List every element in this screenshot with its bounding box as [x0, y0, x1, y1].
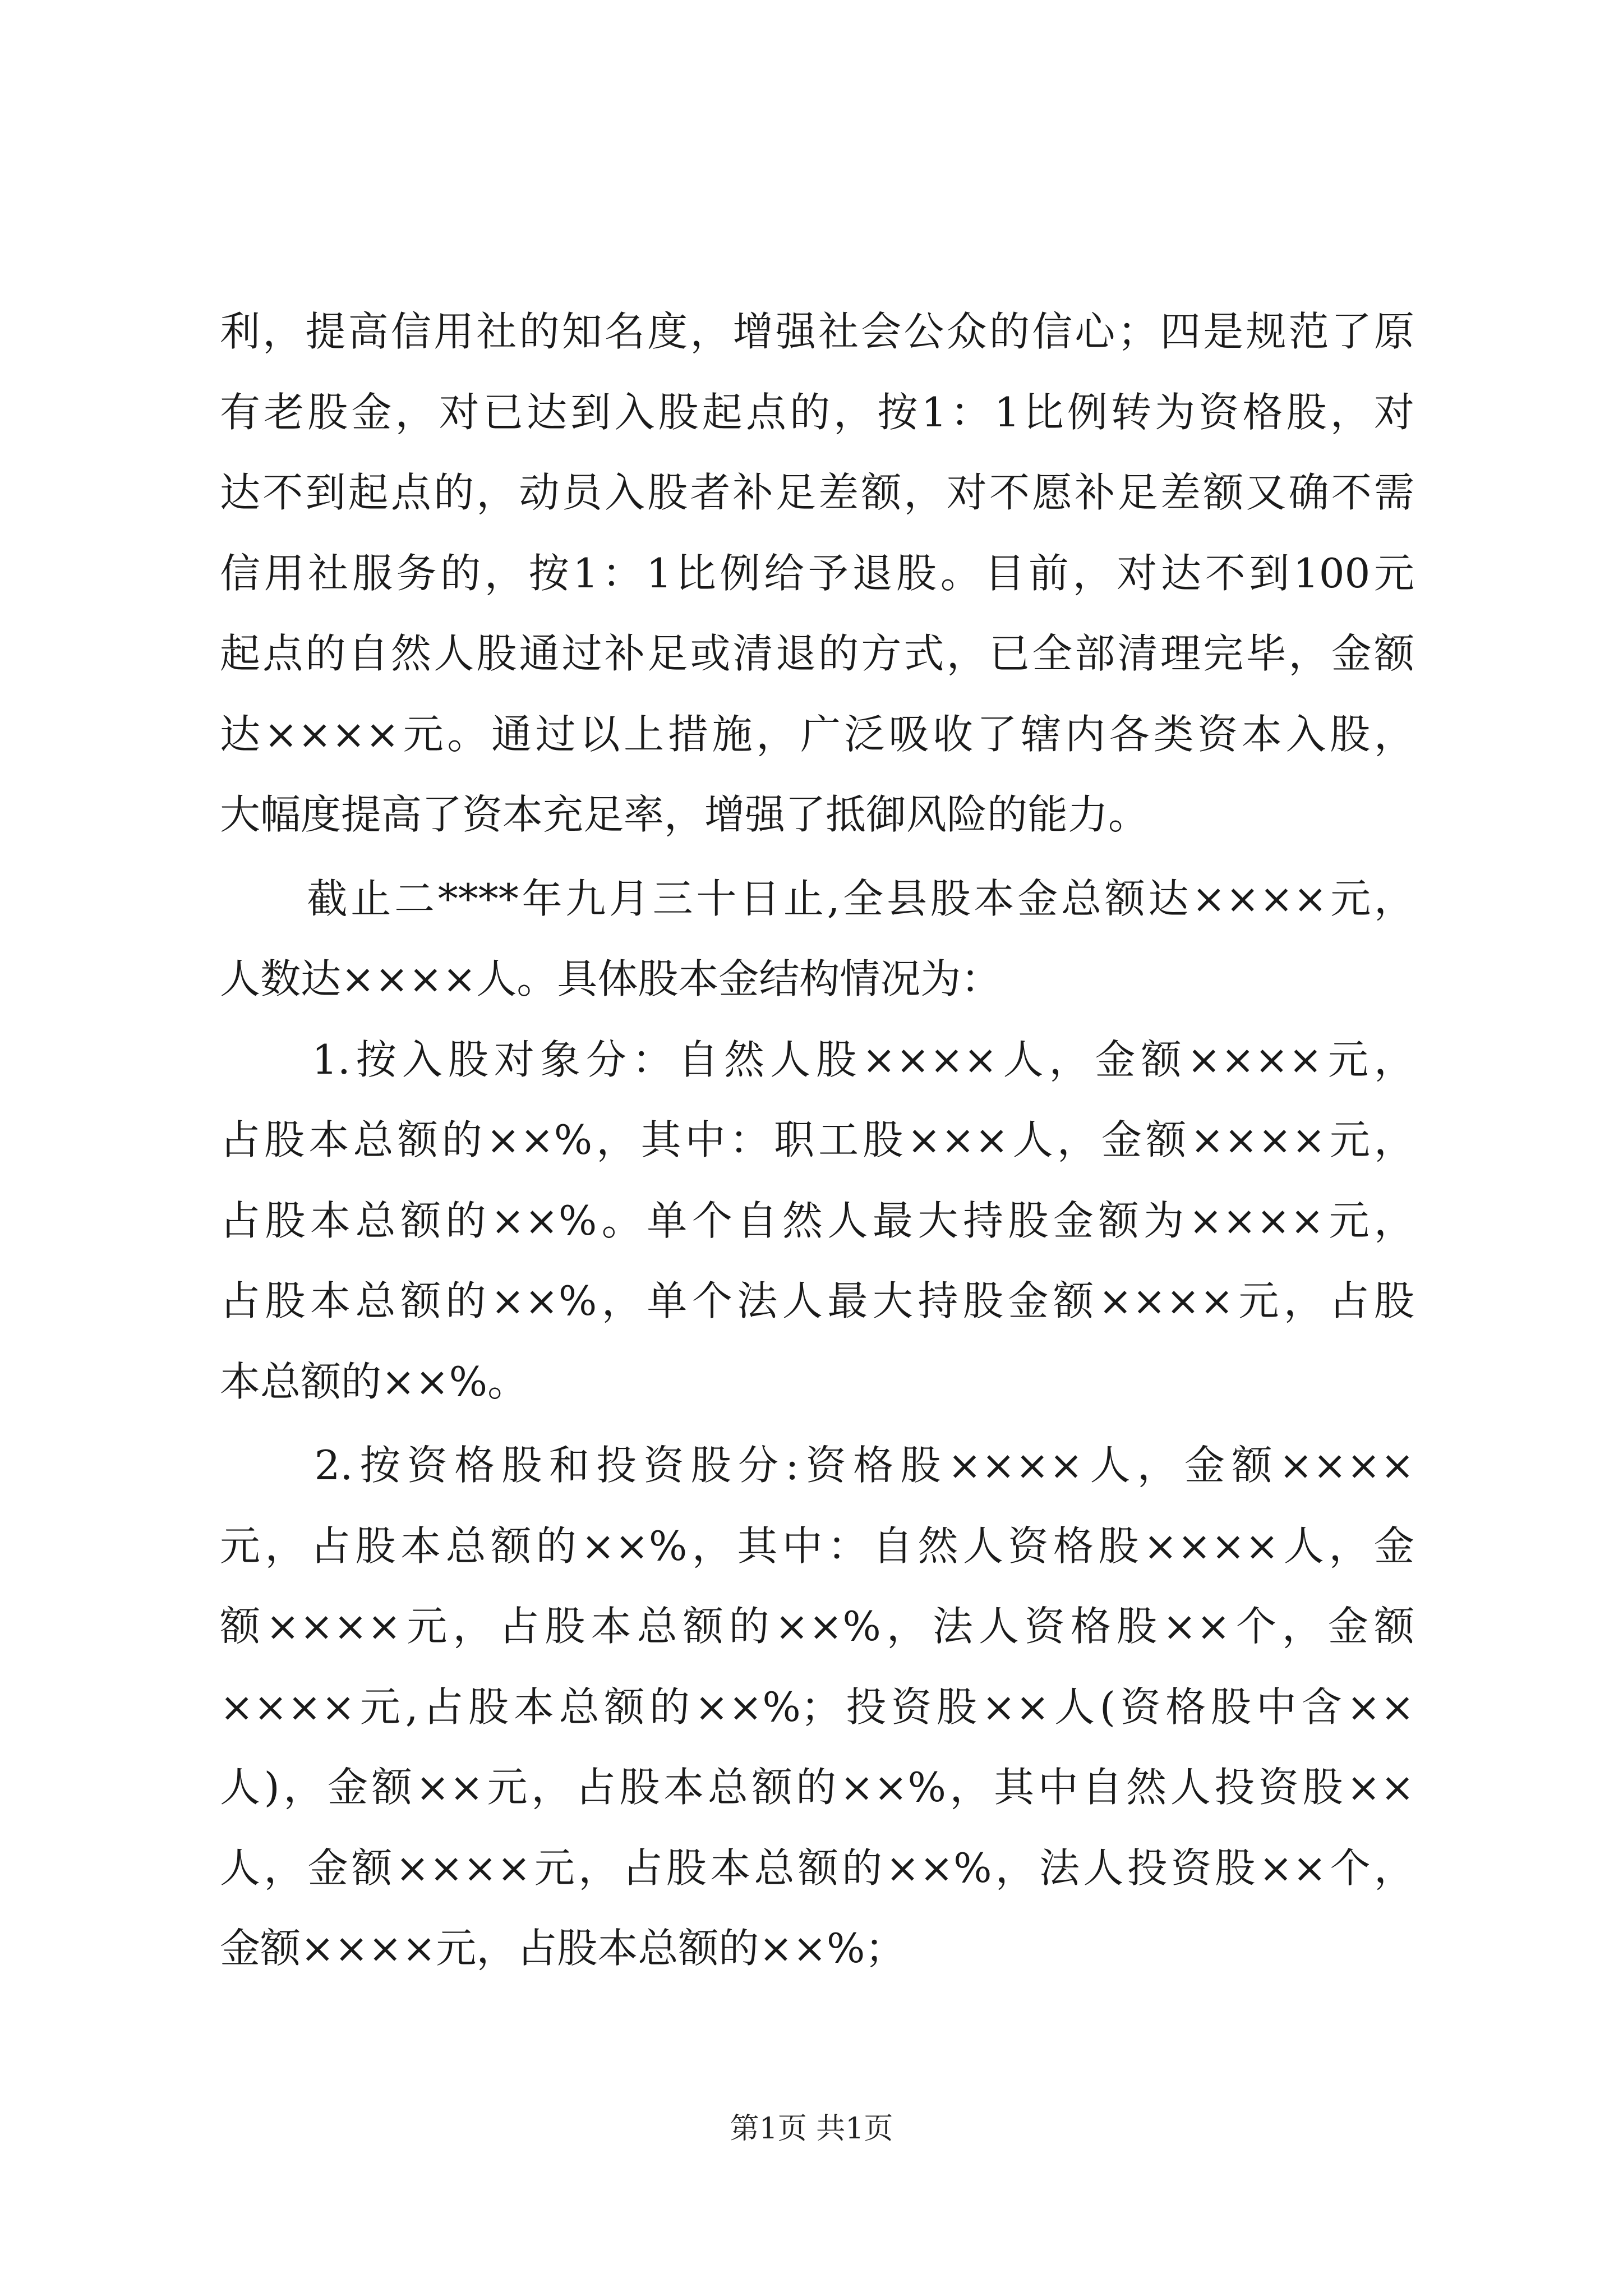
text-line: 信用社服务的，按1：1比例给予退股。目前，对达不到100元	[220, 549, 1414, 597]
text-line: 元，占股本总额的××%，其中：自然人资格股××××人，金	[220, 1522, 1414, 1570]
text-line: 占股本总额的××%。单个自然人最大持股金额为××××元，	[220, 1197, 1414, 1244]
text-line: 人数达××××人。具体股本金结构情况为：	[220, 955, 1002, 1002]
text-line: 占股本总额的××%，单个法人最大持股金额××××元，占股	[220, 1277, 1414, 1324]
text-line: 本总额的××%。	[220, 1358, 528, 1405]
text-line: ××××元,占股本总额的××%；投资股××人(资格股中含××	[220, 1683, 1414, 1731]
body-text	[220, 292, 1414, 1989]
page-footer: 第1页 共1页	[730, 2112, 893, 2146]
text-line: 利，提高信用社的知名度，增强社会公众的信心；四是规范了原	[220, 308, 1414, 355]
text-line: 占股本总额的××%，其中：职工股×××人，金额××××元，	[220, 1116, 1414, 1163]
text-line: 1.按入股对象分：自然人股××××人，金额××××元，	[220, 1036, 1414, 1083]
text-line: 人，金额××××元，占股本总额的××%，法人投资股××个，	[220, 1844, 1414, 1892]
text-line: 大幅度提高了资本充足率，增强了抵御风险的能力。	[220, 791, 1149, 838]
text-line: 额××××元，占股本总额的××%，法人资格股××个，金额	[220, 1603, 1414, 1650]
text-line: 人)，金额××元，占股本总额的××%，其中自然人投资股××	[220, 1764, 1414, 1811]
text-line: 2.按资格股和投资股分:资格股××××人，金额××××	[220, 1442, 1414, 1489]
text-line: 有老股金，对已达到入股起点的，按1：1比例转为资格股，对	[220, 388, 1414, 436]
text-line: 达不到起点的，动员入股者补足差额，对不愿补足差额又确不需	[220, 469, 1414, 516]
text-line: 起点的自然人股通过补足或清退的方式，已全部清理完毕，金额	[220, 630, 1414, 677]
text-line: 金额××××元，占股本总额的××%；	[220, 1925, 906, 1972]
text-line: 达××××元。通过以上措施，广泛吸收了辖内各类资本入股，	[220, 710, 1414, 758]
text-line: 截止二****年九月三十日止,全县股本金总额达××××元，	[220, 875, 1414, 922]
